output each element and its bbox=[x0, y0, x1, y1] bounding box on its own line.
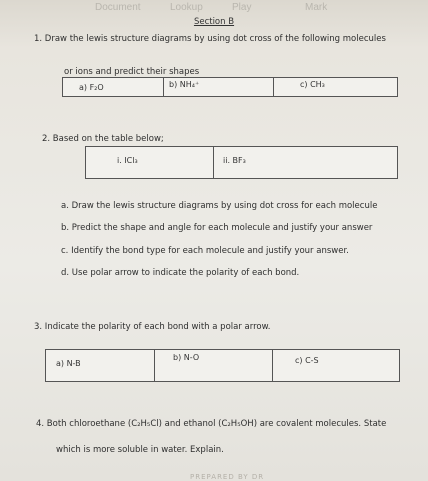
q4-text-line2: which is more soluble in water. Explain. bbox=[56, 445, 224, 455]
q2-intro: 2. Based on the table below; bbox=[42, 134, 164, 144]
section-title: Section B bbox=[193, 17, 235, 27]
q3-divider bbox=[154, 350, 155, 381]
q2-item-b: b. Predict the shape and angle for each molecule and justify your answer bbox=[61, 223, 373, 233]
q1-cell-a: a) F₂O bbox=[79, 83, 104, 92]
q3-table bbox=[45, 349, 400, 382]
q3-cell-c: c) C-S bbox=[295, 356, 319, 365]
q2-table bbox=[85, 146, 398, 179]
q1-cell-b: b) NH₄⁺ bbox=[169, 80, 200, 89]
q3-intro: 3. Indicate the polarity of each bond with a polar arrow. bbox=[34, 322, 271, 332]
tab-document[interactable]: Document bbox=[95, 2, 141, 13]
q2-cell-i: i. ICl₃ bbox=[117, 156, 138, 165]
q1-text-line1: 1. Draw the lewis structure diagrams by using dot cross of the following molecules bbox=[34, 34, 386, 44]
q2-item-d: d. Use polar arrow to indicate the polarity of each bond. bbox=[61, 268, 300, 278]
q3-cell-a: a) N-B bbox=[56, 359, 81, 368]
q2-item-c: c. Identify the bond type for each molecule and justify your answer. bbox=[61, 246, 349, 256]
q3-divider bbox=[272, 350, 273, 381]
q2-item-a: a. Draw the lewis structure diagrams by using dot cross for each molecule bbox=[61, 201, 378, 211]
tab-play[interactable]: Play bbox=[232, 2, 252, 13]
q1-text-line2: or ions and predict their shapes bbox=[64, 67, 200, 77]
tab-lookup[interactable]: Lookup bbox=[170, 2, 203, 13]
q1-divider bbox=[273, 78, 274, 96]
q4-text-line1: 4. Both chloroethane (C₂H₅Cl) and ethanol (C₂H₅OH) are covalent molecules. State bbox=[36, 419, 387, 429]
footer-text: PREPARED BY DR bbox=[190, 473, 265, 481]
q2-divider bbox=[213, 147, 214, 178]
q1-cell-c: c) CH₃ bbox=[300, 80, 325, 89]
q1-table bbox=[62, 77, 398, 97]
q3-cell-b: b) N-O bbox=[173, 353, 200, 362]
q2-cell-ii: ii. BF₃ bbox=[223, 156, 246, 165]
q1-divider bbox=[163, 78, 164, 96]
tab-mark[interactable]: Mark bbox=[305, 2, 328, 13]
